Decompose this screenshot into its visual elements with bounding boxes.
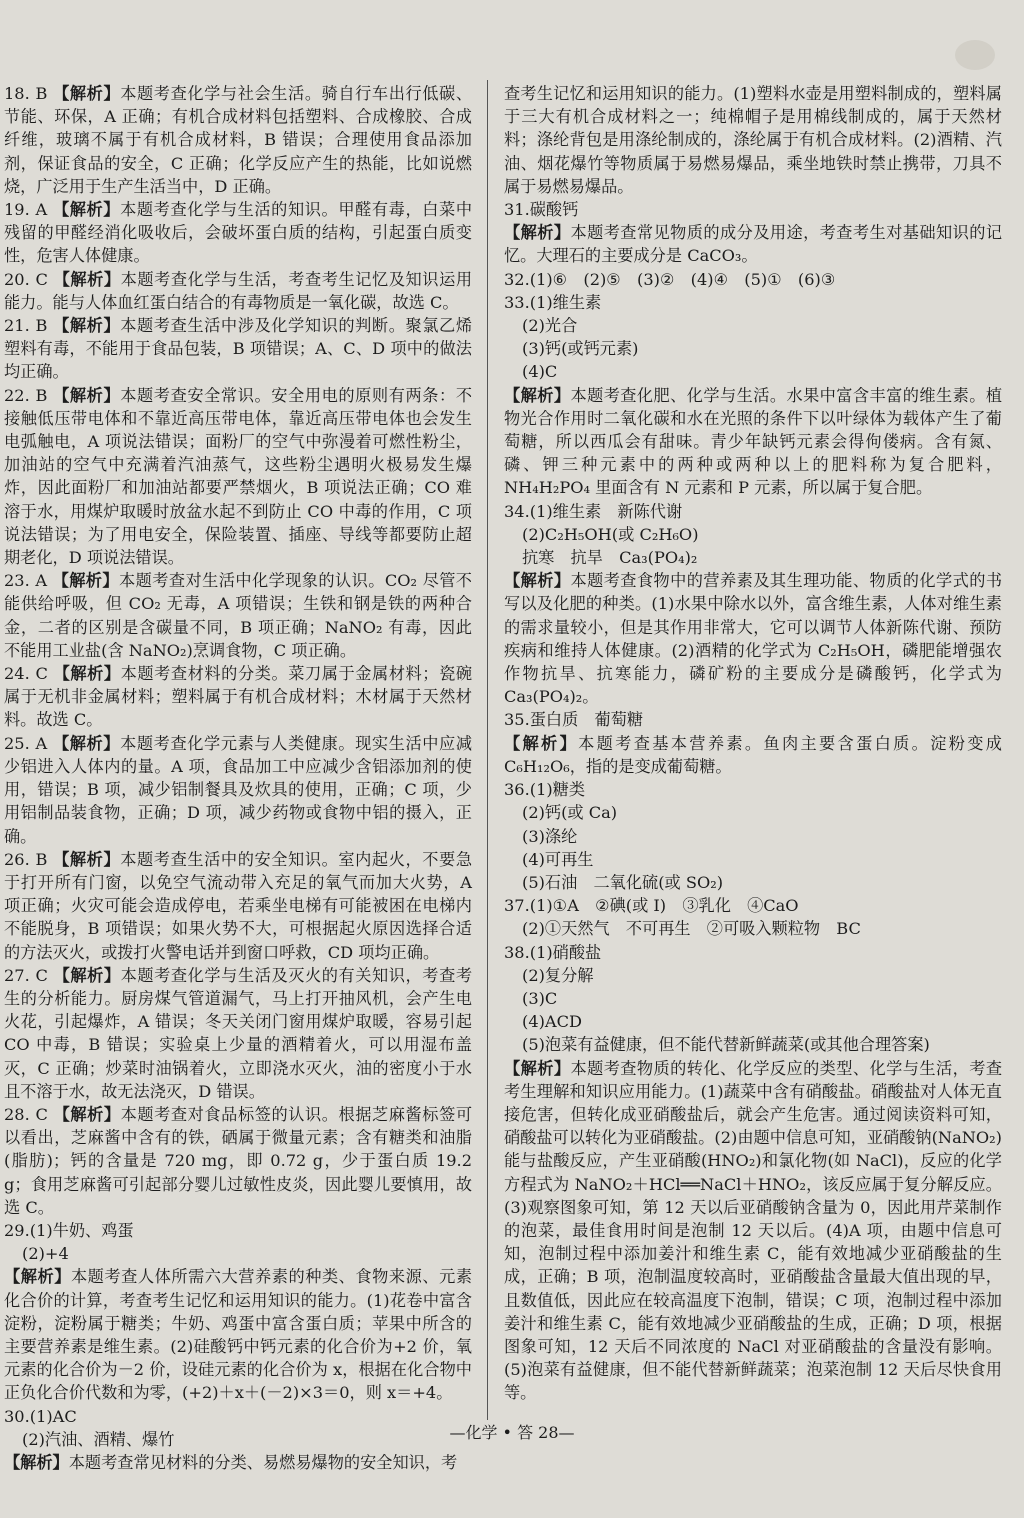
answer-text: (1)⑥ (2)⑤ (3)② (4)④ (5)① (6)③ xyxy=(529,269,836,289)
question-number: 20. C xyxy=(4,269,54,289)
answer-item xyxy=(504,708,1008,778)
explanation-text: 本题考查人体所需六大营养素的种类、食物来源、元素化合价的计算，考查考生记忆和运用知识的能力。(1)花卷中富含淀粉，淀粉属于糖类；牛奶、鸡蛋中富含蛋白质；苹果中所含的主要营养素是维生素。(2)硅酸钙中钙元素的化合价为+2 价，氧元素的化合价为－2 价，设硅元素的化合价为 x，根据在化合物中正负化合价代数和为零，(+2)＋x＋(－2)×3＝0，则 x＝+4。 xyxy=(4,1267,473,1403)
question-number: 26. B xyxy=(4,849,54,869)
answer-item xyxy=(504,894,1002,940)
explanation xyxy=(504,384,1002,500)
answer-text: (1)维生素 xyxy=(529,292,602,312)
answer-item xyxy=(504,778,1002,894)
explanation-tag: 【解析】 xyxy=(4,1452,69,1472)
explanation-text: 本题考查材料的分类。菜刀属于金属材料；瓷碗属于无机非金属材料；塑料属于有机合成材料；木材属于天然材料。故选 C。 xyxy=(4,664,473,730)
explanation-tag: 【解析】 xyxy=(504,385,571,405)
question-number: 35. xyxy=(504,710,530,730)
explanation xyxy=(4,314,472,384)
answer-item xyxy=(504,198,1002,268)
answer-line: (2)C₂H₅OH(或 C₂H₆O) xyxy=(522,524,699,544)
answer-line xyxy=(504,268,1002,291)
column-divider xyxy=(487,80,488,1420)
answer-text: (1)硝酸盐 xyxy=(529,942,602,962)
answer-item xyxy=(4,1219,472,1405)
page-footer: —化学 • 答 28— xyxy=(449,1423,575,1442)
explanation xyxy=(4,198,472,268)
answer-item xyxy=(4,198,472,268)
answer-text: (1)牛奶、鸡蛋 xyxy=(29,1220,134,1240)
left-column xyxy=(4,82,478,1474)
question-number: 32. xyxy=(504,269,530,289)
explanation-tag: 【解析】 xyxy=(53,316,121,336)
question-number: 24. C xyxy=(4,664,54,684)
explanation-text: 本题考查食物中的营养素及其生理功能、物质的化学式的书写以及化肥的种类。(1)水果中除水以外，富含维生素，人体对维生素的需求量较小，但是其作用非常大，它可以调节人体新陈代谢、预防疾病和维持人体健康。(2)酒精的化学式为 C₂H₅OH，磷肥能增强农作物抗旱、抗寒能力，磷矿粉的主要成分是磷酸钙，化学式为 Ca₃(PO₄)₂。 xyxy=(504,571,1008,707)
answer-line xyxy=(504,778,1002,801)
question-number: 22. B xyxy=(4,385,54,405)
answer-line: (3)C xyxy=(522,988,558,1008)
explanation xyxy=(4,732,472,848)
explanation xyxy=(4,662,472,732)
explanation xyxy=(4,1103,478,1219)
explanation xyxy=(504,569,1008,708)
answer-line: (4)C xyxy=(522,362,558,382)
explanation-text: 本题考查化学与生活，考查考生记忆及知识运用能力。能与人体血红蛋白结合的有毒物质是一氧化碳，故选 C。 xyxy=(4,269,473,312)
answer-text: (1)糖类 xyxy=(529,780,586,800)
explanation xyxy=(504,82,1002,198)
answer-line: (2)复分解 xyxy=(522,965,594,985)
explanation xyxy=(504,732,1008,778)
explanation-tag: 【解析】 xyxy=(53,84,121,103)
question-number: 28. C xyxy=(4,1104,54,1124)
explanation-tag: 【解析】 xyxy=(4,1267,71,1287)
explanation xyxy=(504,221,1002,267)
answer-item xyxy=(504,291,1002,500)
explanation-tag: 【解析】 xyxy=(52,571,120,591)
answer-line: (2)汽油、酒精、爆竹 xyxy=(22,1429,175,1449)
explanation-tag: 【解析】 xyxy=(53,965,121,985)
answer-line xyxy=(504,291,1002,314)
explanation-text: 本题考查常见材料的分类、易燃易爆物的安全知识，考 xyxy=(68,1452,458,1472)
explanation-text: 本题考查化肥、化学与生活。水果中富含丰富的维生素。植物光合作用时二氧化碳和水在光照的条件下以叶绿体为载体产生了葡萄糖，所以西瓜会有甜味。青少年缺钙元素会得佝偻病。含有氮、磷、钾三种元素中的两种或两种以上的肥料称为复合肥料，NH₄H₂PO₄ 里面含有 N 元素和 P 元素，所以属于复合肥。 xyxy=(504,385,1003,498)
explanation xyxy=(4,1265,472,1404)
answer-line: (2)光合 xyxy=(522,316,578,336)
answer-item xyxy=(4,964,478,1103)
explanation-text: 查考生记忆和运用知识的能力。(1)塑料水壶是用塑料制成的，塑料属于三大有机合成材料之一；纯棉帽子是用棉线制成的，属于天然材料；涤纶背包是用涤纶制成的，涤纶属于有机合成材料。(2)酒精、汽油、烟花爆竹等物质属于易燃易爆品，乘坐地铁时禁止携带，刀具不属于易燃易爆品。 xyxy=(504,84,1002,196)
explanation xyxy=(4,964,478,1103)
explanation-text: 本题考查物质的转化、化学反应的类型、化学与生活，考查考生理解和知识应用能力。(1)蔬菜中含有硝酸盐。硝酸盐对人体无直接危害，但转化成亚硝酸盐后，就会产生危害。通过阅读资料可知，硝酸盐可以转化为亚硝酸盐。(2)由题中信息可知，亚硝酸钠(NaNO₂)能与盐酸反应，产生亚硝酸(HNO₂)和氯化物(如 NaCl)，反应的化学方程式为 NaNO₂＋HCl══NaCl＋HNO₂，该反应属于复分解反应。(3)观察图象可知，第 12 天以后亚硝酸钠含量为 0，因此用芹菜制作的泡菜，最佳食用时间是泡制 12 天以后。(4)A 项，由题中信息可知，泡制过程中添加姜汁和维生素 C，能有效地减少亚硝酸盐的生成，正确；B 项，泡制温度较高时，亚硝酸盐含量最大值出现的早，且数值低，因此应在较高温度下泡制，错误；C 项，泡制过程中添加姜汁和维生素 C，能有效地减少亚硝酸盐的生成，正确；D 项，根据图象可知，12 天后不同浓度的 NaCl 对亚硝酸盐的含量没有影响。(5)泡菜有益健康，但不能代替新鲜蔬菜；泡菜泡制 12 天后尽快食用等。 xyxy=(504,1058,1003,1403)
answer-text: (1)AC xyxy=(29,1406,77,1426)
answer-item xyxy=(504,82,1002,198)
answer-item xyxy=(4,314,472,384)
answer-item xyxy=(4,82,472,198)
explanation-tag: 【解析】 xyxy=(53,664,121,684)
explanation-tag: 【解析】 xyxy=(504,571,571,591)
answer-item xyxy=(4,384,472,570)
question-number: 31. xyxy=(504,200,530,220)
answer-item xyxy=(504,941,1002,1405)
question-number: 18. B xyxy=(4,84,54,103)
question-number: 38. xyxy=(504,942,530,962)
answer-line xyxy=(504,708,1002,731)
question-number: 30. xyxy=(4,1406,30,1426)
explanation-text: 本题考查生活中的安全知识。室内起火，不要急于打开所有门窗，以免空气流动带入充足的氧气而加大火势，A 项正确；火灾可能会造成停电，若乘坐电梯有可能被困在电梯内不能脱身，B 项错误；如果火势不大，可根据起火原因选择合适的方法灭火，或拨打火警电话并到窗口呼救，CD 项均正确。 xyxy=(4,849,478,962)
explanation-text: 本题考查基本营养素。鱼肉主要含蛋白质。淀粉变成 C₆H₁₂O₆，指的是变成葡萄糖。 xyxy=(504,733,1008,776)
answer-item xyxy=(4,569,472,662)
question-number: 33. xyxy=(504,292,530,312)
explanation-text: 本题考查对生活中化学现象的认识。CO₂ 尽管不能供给呼吸，但 CO₂ 无毒，A 项错误；生铁和钢是铁的两种合金，二者的区别是含碳量不同，B 项正确；NaNO₂ 有毒，因此不能用工业盐(含 NaNO₂)烹调食物，C 项正确。 xyxy=(4,571,472,660)
explanation-tag: 【解析】 xyxy=(52,200,121,220)
explanation-text: 本题考查化学与生活及灭火的有关知识，考查考生的分析能力。厨房煤气管道漏气，马上打开抽风机，会产生电火花，引起爆炸，A 错误；冬天关闭门窗用煤炉取暖，容易引起 CO 中毒，B 错误；实验桌上少量的酒精着火，可以用湿布盖灭，C 正确；炒菜时油锅着火，立即浇水灭火，油的密度小于水且不溶于水，故无法浇灭，D 错误。 xyxy=(4,965,478,1101)
explanation xyxy=(4,1451,472,1474)
answer-line: (2)+4 xyxy=(22,1244,69,1264)
answer-line: (5)泡菜有益健康，但不能代替新鲜蔬菜(或其他合理答案) xyxy=(522,1035,930,1055)
explanation xyxy=(4,82,472,198)
explanation-text: 本题考查常见物质的成分及用途，考查考生对基础知识的记忆。大理石的主要成分是 CaCO₃。 xyxy=(504,223,1003,266)
answer-line xyxy=(4,1219,472,1242)
answer-line: (4)ACD xyxy=(522,1012,582,1032)
answer-item xyxy=(4,1103,478,1219)
explanation-tag: 【解析】 xyxy=(53,1104,121,1124)
answer-item xyxy=(4,848,478,964)
answer-line xyxy=(504,894,1002,917)
answer-text: (1)维生素 新陈代谢 xyxy=(529,501,683,521)
question-number: 25. A xyxy=(4,733,53,753)
explanation-tag: 【解析】 xyxy=(53,385,121,405)
explanation-tag: 【解析】 xyxy=(504,223,571,243)
question-number: 36. xyxy=(504,780,530,800)
explanation-text: 本题考查生活中涉及化学知识的判断。聚氯乙烯塑料有毒，不能用于食品包装，B 项错误；A、C、D 项中的做法均正确。 xyxy=(4,316,473,382)
right-column xyxy=(504,82,1008,1405)
answer-item xyxy=(504,500,1008,709)
question-number: 23. A xyxy=(4,571,53,591)
question-number: 34. xyxy=(504,501,530,521)
explanation-tag: 【解析】 xyxy=(52,733,121,753)
explanation xyxy=(4,569,472,662)
question-number: 27. C xyxy=(4,965,54,985)
explanation-tag: 【解析】 xyxy=(53,849,121,869)
answer-line xyxy=(504,941,1002,964)
answer-item xyxy=(4,662,472,732)
answer-line: (4)可再生 xyxy=(522,849,594,869)
answer-line: (3)涤纶 xyxy=(522,826,578,846)
explanation-text: 本题考查化学与生活的知识。甲醛有毒，白菜中残留的甲醛经消化吸收后，会破坏蛋白质的结构，引起蛋白质变性，危害人体健康。 xyxy=(4,200,473,266)
answer-line: (5)石油 二氧化硫(或 SO₂) xyxy=(522,872,724,892)
answer-line: (3)钙(或钙元素) xyxy=(522,339,639,359)
answer-line: (2)钙(或 Ca) xyxy=(522,803,618,823)
explanation xyxy=(4,384,472,570)
question-number: 37. xyxy=(504,896,530,916)
answer-line: 抗寒 抗旱 Ca₃(PO₄)₂ xyxy=(522,548,698,568)
explanation xyxy=(4,268,472,314)
explanation xyxy=(504,1057,1002,1405)
answer-line: (2)①天然气 不可再生 ②可吸入颗粒物 BC xyxy=(522,919,861,939)
answer-text: 蛋白质 葡萄糖 xyxy=(529,710,644,730)
answer-line xyxy=(504,198,1002,221)
explanation-tag: 【解析】 xyxy=(53,269,121,289)
answer-item xyxy=(504,268,1002,291)
question-number: 19. A xyxy=(4,200,53,220)
explanation-text: 本题考查对食品标签的认识。根据芝麻酱标签可以看出，芝麻酱中含有的铁，硒属于微量元素；含有糖类和油脂(脂肪)；钙的含量是 720 mg，即 0.72 g，少于蛋白质 19.2 g；食用芝麻酱可引起部分婴儿过敏性皮炎，因此婴儿要慎用，故选 C。 xyxy=(4,1104,478,1217)
explanation-text: 本题考查安全常识。安全用电的原则有两条：不接触低压带电体和不靠近高压带电体，靠近高压带电体也会发生电弧触电，A 项说法错误；面粉厂的空气中弥漫着可燃性粉尘，加油站的空气中充满着汽油蒸气，这些粉尘遇明火极易发生爆炸，因此面粉厂和加油站都要严禁烟火，B 项说法正确；CO 难溶于水，用煤炉取暖时放盆水起不到防止 CO 中毒的作用，C 项说法错误；为了用电安全，保险装置、插座、导线等都要防止超期老化，D 项说法错误。 xyxy=(4,385,473,568)
explanation-tag: 【解析】 xyxy=(504,1058,571,1078)
answer-text: (1)①A ②碘(或 I) ③乳化 ④CaO xyxy=(529,896,799,916)
explanation-text: 本题考查化学与社会生活。骑自行车出行低碳、节能、环保，A 正确；有机合成材料包括塑料、合成橡胶、合成纤维，玻璃不属于有机合成材料，B 错误；合理使用食品添加剂，保证食品的安全，C 正确；化学反应产生的热能，比如说燃烧，广泛用于生产生活当中，D 正确。 xyxy=(4,84,473,196)
answer-line xyxy=(504,500,1002,523)
answer-text: 碳酸钙 xyxy=(529,200,579,220)
explanation-text: 本题考查化学元素与人类健康。现实生活中应减少铝进入人体内的量。A 项，食品加工中应减少含铝添加剂的使用，错误；B 项，减少铝制餐具及炊具的使用，正确；C 项，少用铝制品装食物，正确；D 项，减少药物或食物中铝的摄入，正确。 xyxy=(4,733,473,846)
question-number: 21. B xyxy=(4,316,54,336)
answer-item xyxy=(4,268,472,314)
explanation xyxy=(4,848,478,964)
answer-item xyxy=(4,732,472,848)
page-fold-shadow xyxy=(955,40,995,70)
explanation-tag: 【解析】 xyxy=(504,733,579,753)
question-number: 29. xyxy=(4,1220,30,1240)
